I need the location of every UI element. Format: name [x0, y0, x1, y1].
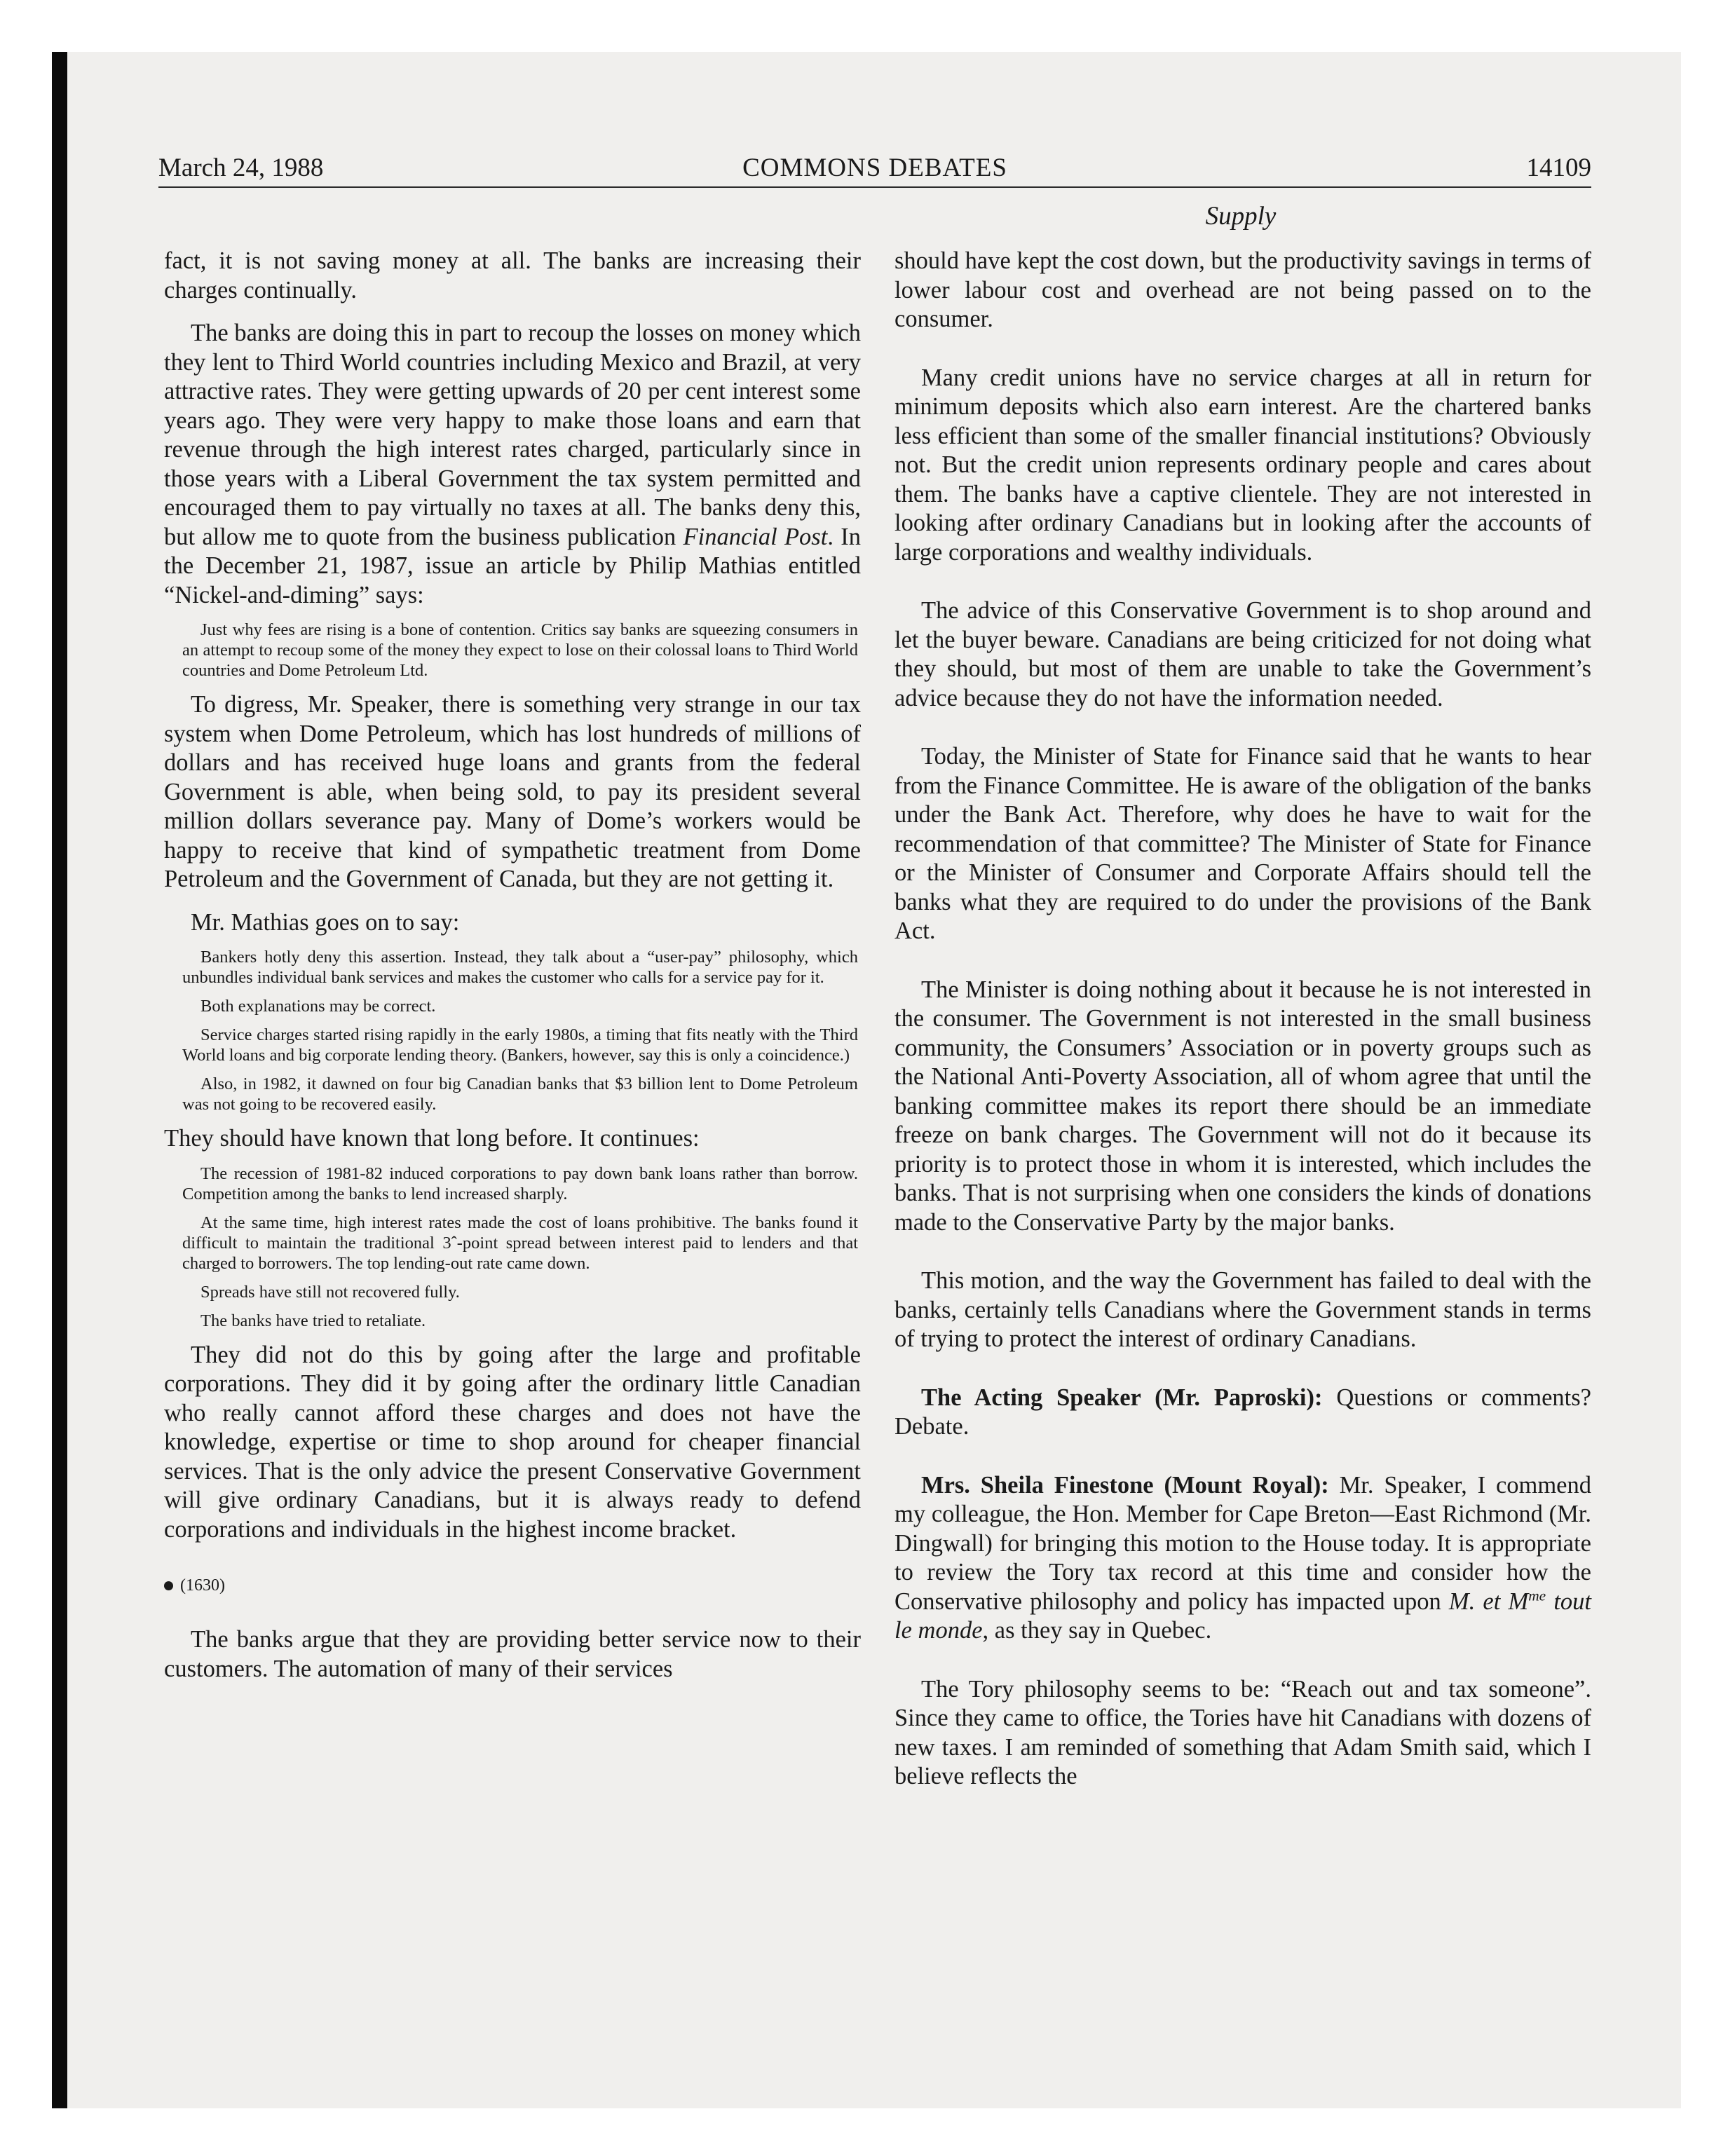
- block-quote: Bankers hotly deny this assertion. Instead, they talk about a “user-pay” philosophy, which unbundles individual bank services and makes the customer who calls for a service pay for it.: [182, 948, 858, 987]
- text-run: Questions or comments? Debate.: [894, 1384, 1591, 1440]
- speaker-name: The Acting Speaker (Mr. Paproski):: [921, 1384, 1323, 1411]
- time-marker: [164, 1575, 861, 1596]
- paragraph: [164, 319, 861, 610]
- paragraph: The banks argue that they are providing better service now to their customers. The automation of many of their services: [164, 1626, 861, 1682]
- bullet-icon: [164, 1581, 173, 1590]
- section-title: Supply: [1205, 202, 1277, 231]
- paragraph: This motion, and the way the Government has failed to deal with the banks, certainly tells Canadians where the Government stands in terms of trying to protect the interest of ordinary Canadians.: [894, 1267, 1591, 1352]
- paragraph: Mr. Mathias goes on to say:: [191, 908, 460, 936]
- superscript: me: [1528, 1587, 1546, 1604]
- scan-edge-shadow: [52, 52, 67, 2108]
- paragraph: They should have known that long before. It continues:: [164, 1125, 700, 1152]
- block-quote: Service charges started rising rapidly in the early 1980s, a timing that fits neatly with the Third World loans and big corporate lending theory. (Bankers, however, say this is only a coincidence.): [182, 1025, 858, 1065]
- speaker-paragraph: [894, 1471, 1591, 1646]
- time-marker-text: (1630): [180, 1576, 225, 1595]
- paragraph: To digress, Mr. Speaker, there is something very strange in our tax system when Dome Petroleum, which has lost hundreds of millions of dollars and has received huge loans and grants from the federal Government is able, when being sold, to pay its president several million dollars severance pay. Many of Dome’s workers would be happy to receive that kind of sympathetic treatment from Dome Petroleum and the Government of Canada, but they are not getting it.: [164, 691, 861, 892]
- text-run: The banks are doing this in part to recoup the losses on money which they lent to Third World countries including Mexico and Brazil, at very attractive rates. They were getting upwards of 20 per cent interest some years ago. They were very happy to make those loans and earn that revenue through the high interest rates charged, particularly since in those years with a Liberal Government the tax system permitted and encouraged them to pay virtually no taxes at all. The banks deny this, but allow me to quote from the business publication: [164, 320, 861, 550]
- block-quote: Spreads have still not recovered fully.: [200, 1282, 460, 1302]
- text-run: M. et M: [1448, 1588, 1529, 1615]
- header-page-number: 14109: [1526, 153, 1591, 182]
- text-run: , as they say in Quebec.: [982, 1617, 1212, 1644]
- right-column: [894, 247, 1591, 1792]
- block-quote: Just why fees are rising is a bone of contention. Critics say banks are squeezing consumers in an attempt to recoup some of the money they expect to lose on their colossal loans to Third World countries and Dome Petroleum Ltd.: [182, 620, 858, 680]
- paragraph: Many credit unions have no service charges at all in return for minimum deposits which also earn interest. Are the chartered banks less efficient than some of the smaller financial institutions? Obviously not. But the credit union represents ordinary people and cares about them. The banks have a captive clientele. They are not interested in looking after ordinary Canadians but in looking after the accounts of large corporations and wealthy individuals.: [894, 364, 1591, 566]
- block-quote: Also, in 1982, it dawned on four big Canadian banks that $3 billion lent to Dome Petroleum was not going to be recovered easily.: [182, 1074, 858, 1114]
- left-column: [164, 247, 861, 1684]
- block-quote: The recession of 1981-82 induced corporations to pay down bank loans rather than borrow. Competition among the banks to lend increased sharply.: [182, 1164, 858, 1203]
- block-quote: At the same time, high interest rates made the cost of loans prohibitive. The banks found it difficult to maintain the traditional 3ˆ-point spread between interest paid to lenders and that charged to borrowers. The top lending-out rate came down.: [182, 1213, 858, 1273]
- speaker-paragraph: [894, 1384, 1591, 1442]
- paragraph: should have kept the cost down, but the productivity savings in terms of lower labour cost and overhead are not being passed on to the consumer.: [894, 247, 1591, 332]
- paragraph: They did not do this by going after the large and profitable corporations. They did it by going after the ordinary little Canadian who really cannot afford these charges and does not have the knowledge, expertise or time to shop around for cheaper financial services. That is the only advice the present Conservative Government will give ordinary Canadians, but it is always ready to defend corporations and individuals in the highest income bracket.: [164, 1341, 861, 1543]
- text-run: Mr. Speaker, I commend my colleague, the Hon. Member for Cape Breton—East Richmond (Mr. Dingwall) for bringing this motion to the House today. It is appropriate to review the Tory tax record at this time and consider how the Conservative philosophy and policy has impacted upon: [894, 1471, 1591, 1615]
- paragraph: The Tory philosophy seems to be: “Reach out and tax someone”. Since they came to office, the Tories have hit Canadians with dozens of new taxes. I am reminded of something that Adam Smith said, which I believe reflects the: [894, 1675, 1591, 1789]
- speaker-name: Mrs. Sheila Finestone (Mount Royal):: [921, 1471, 1329, 1499]
- block-quote: The banks have tried to retaliate.: [200, 1311, 426, 1330]
- page-header: [158, 150, 1591, 188]
- paragraph: Today, the Minister of State for Finance said that he wants to hear from the Finance Committee. He is aware of the obligation of the banks under the Bank Act. Therefore, why does he have to wait for the recommendation of that committee? The Minister of State for Finance or the Minister of Consumer and Corporate Affairs should tell the banks what they are required to do under the provisions of the Bank Act.: [894, 743, 1591, 944]
- text-run: tout le monde: [894, 1588, 1591, 1644]
- header-publication: COMMONS DEBATES: [742, 153, 1007, 182]
- paragraph: fact, it is not saving money at all. The banks are increasing their charges continually.: [164, 247, 861, 303]
- paragraph: The Minister is doing nothing about it because he is not interested in the consumer. The Government is not interested in the small business community, the Consumers’ Association or in poverty groups such as the National Anti-Poverty Association, all of whom agree that until the banking committee makes its report there should be an immediate freeze on bank charges. The Government will not do it because its priority is to protect those in whom it is interested, which includes the banks. That is not surprising when one considers the kinds of donations made to the Conservative Party by the major banks.: [894, 976, 1591, 1236]
- publication-name: Financial Post: [683, 523, 828, 550]
- paragraph: The advice of this Conservative Government is to shop around and let the buyer beware. Canadians are being criticized for not doing what they should, but most of them are unable to take the Government’s advice because they do not have the information needed.: [894, 597, 1591, 711]
- block-quote: Both explanations may be correct.: [200, 997, 436, 1016]
- header-date: March 24, 1988: [158, 153, 324, 182]
- text-run: . In the December 21, 1987, issue an article by Philip Mathias entitled “Nickel-and-diming” says:: [164, 523, 862, 608]
